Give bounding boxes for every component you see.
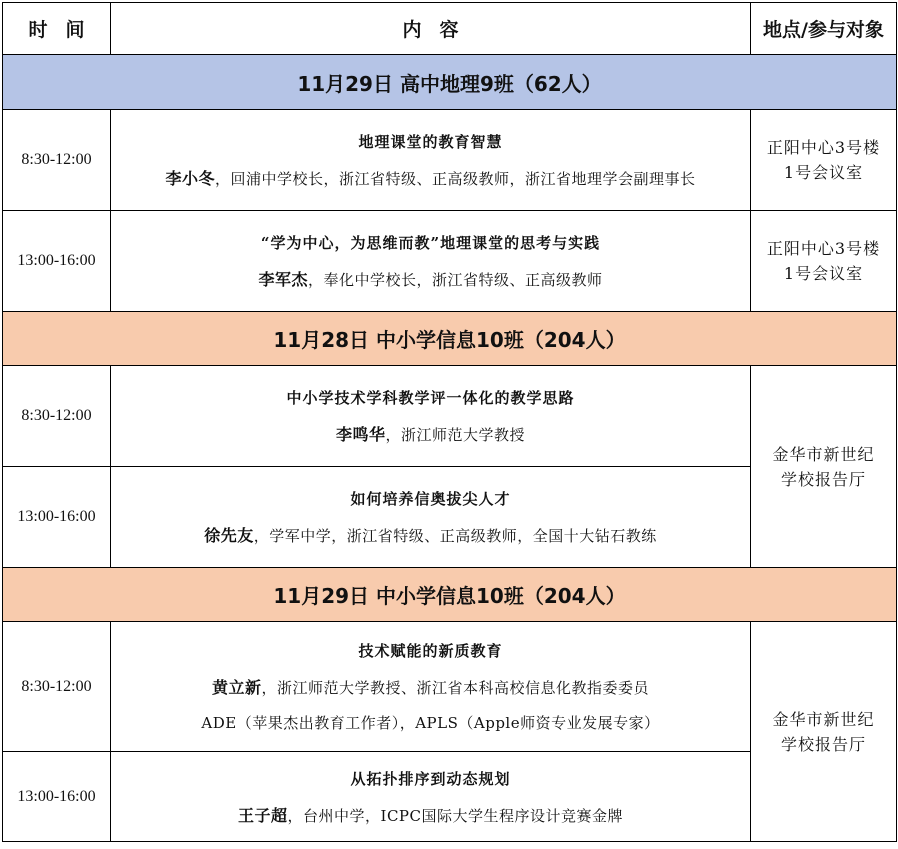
- session-speaker-line: [165, 166, 695, 189]
- session-content: [111, 752, 751, 842]
- section-location: [751, 366, 897, 568]
- session-speaker-line: [212, 675, 649, 698]
- speaker-desc: ，台州中学，ICPC国际大学生程序设计竞赛金牌: [287, 806, 623, 825]
- session-speaker-line: [258, 267, 602, 290]
- session-speaker-line: [336, 422, 525, 445]
- speaker-name: 李军杰: [258, 270, 308, 289]
- session-time: 13:00-16:00: [3, 752, 111, 842]
- section-title-geography: 11月29日 高中地理9班（62人）: [3, 55, 897, 110]
- session-time: 8:30-12:00: [3, 110, 111, 211]
- speaker-desc: ，奉化中学校长，浙江省特级、正高级教师: [308, 271, 603, 289]
- location-line: 学校报告厅: [780, 734, 866, 754]
- session-time: 13:00-16:00: [3, 467, 111, 568]
- session-extra-line: ADE（苹果杰出教育工作者），APLS（Apple师资专业发展专家）: [201, 714, 660, 732]
- location-line: 金华市新世纪: [772, 709, 875, 729]
- session-content: [111, 622, 751, 752]
- speaker-name: 李鸣华: [335, 425, 386, 444]
- location-line: 正阳中心3号楼: [766, 239, 881, 258]
- location-line: 正阳中心3号楼: [766, 138, 881, 157]
- session-content: [111, 467, 751, 568]
- location-line: 学校报告厅: [780, 469, 866, 489]
- location-line: 1号会议室: [783, 264, 864, 283]
- speaker-name: 李小冬: [165, 169, 215, 188]
- speaker-desc: ，浙江师范大学教授: [385, 426, 526, 444]
- speaker-desc: ，浙江师范大学教授、浙江省本科高校信息化教指委委员: [261, 679, 650, 697]
- session-time: 13:00-16:00: [3, 211, 111, 312]
- session-content: [111, 366, 751, 467]
- session-time: 8:30-12:00: [3, 366, 111, 467]
- speaker-name: 黄立新: [211, 678, 262, 697]
- section-title-info-1129: 11月29日 中小学信息10班（204人）: [3, 568, 897, 622]
- session-speaker-line: [204, 523, 657, 546]
- header-content: 内容: [111, 3, 751, 55]
- session-topic: 地理课堂的教育智慧: [358, 133, 503, 151]
- schedule-table: [2, 2, 897, 842]
- session-content: [111, 110, 751, 211]
- location-line: 金华市新世纪: [772, 444, 875, 464]
- speaker-desc: ，学军中学，浙江省特级、正高级教师，全国十大钻石教练: [253, 527, 657, 545]
- location-line: 1号会议室: [783, 163, 864, 182]
- speaker-name: 王子超: [238, 805, 288, 825]
- speaker-name: 徐先友: [204, 526, 254, 545]
- session-speaker-line: [238, 803, 623, 826]
- session-time: 8:30-12:00: [3, 622, 111, 752]
- speaker-desc: ，回浦中学校长，浙江省特级、正高级教师，浙江省地理学会副理事长: [215, 170, 696, 188]
- session-location: [751, 110, 897, 211]
- session-topic: “学为中心，为思维而教”地理课堂的思考与实践: [260, 234, 601, 252]
- header-time: 时间: [3, 3, 111, 55]
- header-location: 地点/参与对象: [751, 3, 897, 55]
- session-topic: 从拓扑排序到动态规划: [350, 769, 511, 788]
- session-location: [751, 211, 897, 312]
- session-topic: 如何培养信奥拔尖人才: [350, 490, 511, 508]
- session-topic: 技术赋能的新质教育: [358, 642, 503, 660]
- section-title-info-1128: 11月28日 中小学信息10班（204人）: [3, 312, 897, 366]
- session-topic: 中小学技术学科教学评一体化的教学思路: [286, 389, 575, 407]
- session-content: [111, 211, 751, 312]
- section-location: [751, 622, 897, 842]
